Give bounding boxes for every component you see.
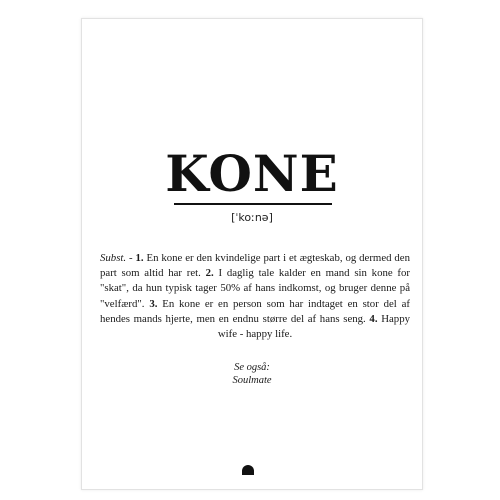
definition-number-3: 3. [149,297,158,310]
definition-2: I daglig tale kalder en mand sin kone for "skat", da hun typisk tager 50% af hans indkomst, og bruger denne på "velfærd". [100,267,411,310]
poster-title: KONE [165,144,339,203]
see-also-term: Soulmate [232,375,272,386]
definition-number-1: 1. [135,252,144,264]
definition-4: Happy wife - happy life. [217,312,410,341]
poster [81,18,423,490]
see-also-label: Se også: [234,362,270,373]
definition-number-4: 4. [369,312,378,325]
hanger-clip [242,465,254,475]
definition-text: Subst. - 1. En kone er den kvindelige part i et ægteskab, og dermed den part som altid har ret. 2. I daglig tale kalder en mand sin kone for "skat", da hun typisk tager 50% af hans indkomst, og bruger denne på "velfærd". 3. En kone er en person som har indtaget en stor del af hendes mands hjerte, men en endnu større del af hans seng. 4. Happy wife - happy life. [100,252,411,341]
definition-1: En kone er den kvindelige part i et ægteskab, og dermed den part som altid har ret. [100,252,410,280]
see-also [82,361,422,387]
word-class: Subst. [100,252,127,264]
definition-number-2: 2. [205,267,214,280]
definition-3: En kone er en person som har indtaget en stor del af hendes mands hjerte, men en endnu større del af hans seng. [100,297,410,325]
title-underline [174,203,332,205]
phonetic-transcription: [ˈkoːnə] [231,211,273,224]
